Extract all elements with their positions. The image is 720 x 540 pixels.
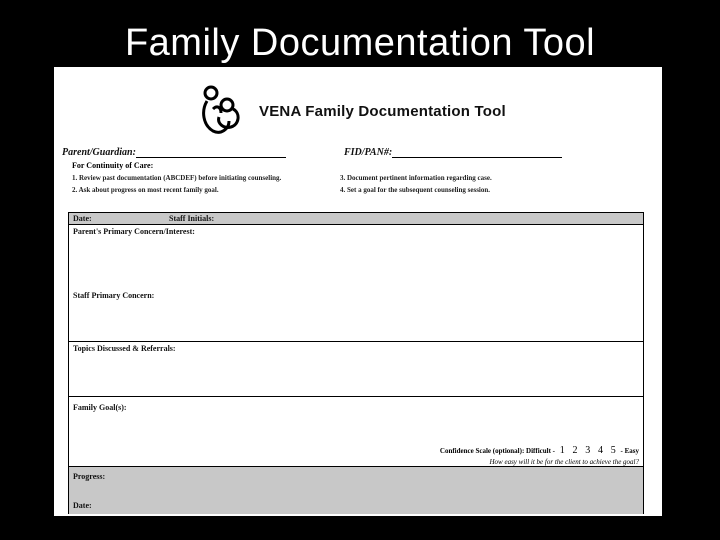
continuity-item: 2. Ask about progress on most recent family goal. <box>72 186 219 194</box>
parent-concern-label[interactable]: Parent's Primary Concern/Interest: <box>73 227 195 236</box>
scale-value[interactable]: 5 <box>610 445 616 456</box>
confidence-question: How easy will it be for the client to achieve the goal? <box>489 458 639 466</box>
continuity-heading: For Continuity of Care: <box>72 161 154 170</box>
continuity-item: 3. Document pertinent information regarding case. <box>340 174 492 182</box>
topics-referrals-label[interactable]: Topics Discussed & Referrals: <box>73 344 176 353</box>
scale-value[interactable]: 2 <box>572 445 578 456</box>
family-goal-label[interactable]: Family Goal(s): <box>73 403 127 412</box>
parent-guardian-field[interactable] <box>62 147 286 158</box>
counseling-form <box>68 212 644 514</box>
continuity-item: 4. Set a goal for the subsequent counseling session. <box>340 186 491 194</box>
progress-band <box>69 466 643 514</box>
parent-guardian-label: Parent/Guardian: <box>62 147 136 158</box>
date-header-band <box>69 213 643 225</box>
scale-value[interactable]: 1 <box>559 445 565 456</box>
document-title: VENA Family Documentation Tool <box>259 103 506 120</box>
confidence-scale-label: Confidence Scale (optional): Difficult - <box>439 447 556 455</box>
documentation-form-page <box>54 67 662 516</box>
section-divider <box>69 341 643 342</box>
mother-and-child-logo-icon <box>199 83 243 135</box>
staff-concern-label[interactable]: Staff Primary Concern: <box>73 291 155 300</box>
fid-pan-label: FID/PAN#: <box>344 147 393 158</box>
slide-title: Family Documentation Tool <box>124 22 596 64</box>
fid-pan-field[interactable] <box>344 147 562 158</box>
scale-value[interactable]: 3 <box>585 445 591 456</box>
scale-end-label: - Easy <box>620 447 639 455</box>
scale-value[interactable]: 4 <box>598 445 604 456</box>
progress-date-label[interactable]: Date: <box>73 501 92 510</box>
continuity-item: 1. Review past documentation (ABCDEF) before initiating counseling. <box>72 174 282 182</box>
section-divider <box>69 396 643 397</box>
staff-initials-label: Staff Initials: <box>169 214 215 223</box>
date-label: Date: <box>73 214 92 223</box>
progress-label[interactable]: Progress: <box>73 472 106 481</box>
confidence-scale[interactable] <box>440 445 639 456</box>
